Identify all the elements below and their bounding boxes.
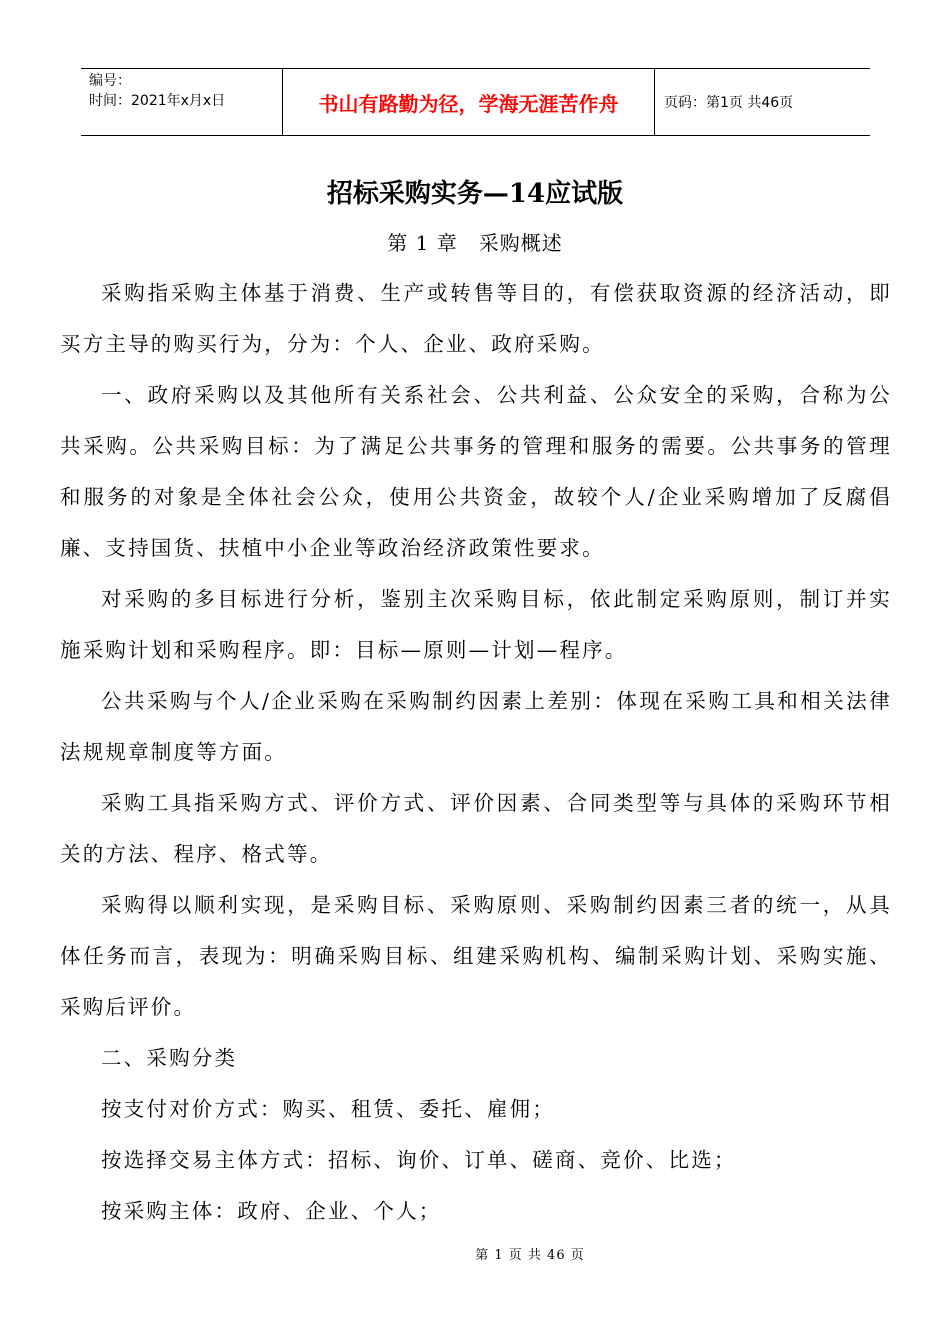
number-label: 编号：	[89, 73, 131, 89]
paragraph: 采购得以顺利实现，是采购目标、采购原则、采购制约因素三者的统一，从具体任务而言，表现为：明确采购目标、组建采购机构、编制采购计划、采购实施、采购后评价。	[60, 893, 892, 1019]
paragraph: 按采购主体：政府、企业、个人；	[101, 1199, 442, 1223]
chapter-heading: 第 1 章 采购概述	[387, 231, 563, 255]
paragraph: 公共采购与个人/企业采购在采购制约因素上差别：体现在采购工具和相关法律法规规章制度等方面。	[60, 689, 892, 764]
page-footer: 第 1 页 共 46 页	[475, 1248, 585, 1263]
paragraph: 采购指采购主体基于消费、生产或转售等目的，有偿获取资源的经济活动，即买方主导的购买行为，分为：个人、企业、政府采购。	[60, 281, 892, 356]
document-title: 招标采购实务—14应试版	[326, 179, 624, 209]
paragraph: 按支付对价方式：购买、租赁、委托、雇佣；	[101, 1097, 555, 1121]
paragraph: 按选择交易主体方式：招标、询价、订单、磋商、竞价、比选；	[101, 1148, 737, 1172]
paragraph: 采购工具指采购方式、评价方式、评价因素、合同类型等与具体的采购环节相关的方法、程序、格式等。	[60, 791, 892, 866]
section-heading: 二、采购分类	[101, 1046, 238, 1070]
time-label: 时间：2021年x月x日	[89, 93, 226, 109]
page-info: 页码：第1页 共46页	[664, 95, 794, 111]
motto: 书山有路勤为径，学海无涯苦作舟	[282, 69, 655, 135]
document-body	[60, 268, 892, 1237]
paragraph: 一、政府采购以及其他所有关系社会、公共利益、公众安全的采购，合称为公共采购。公共采购目标：为了满足公共事务的管理和服务的需要。公共事务的管理和服务的对象是全体社会公众，使用公共资金，故较个人/企业采购增加了反腐倡廉、支持国货、扶植中小企业等政治经济政策性要求。	[60, 383, 892, 560]
header-table	[81, 68, 870, 136]
paragraph: 对采购的多目标进行分析，鉴别主次采购目标，依此制定采购原则，制订并实施采购计划和采购程序。即：目标—原则—计划—程序。	[60, 587, 892, 662]
header-left-cell	[81, 69, 282, 135]
